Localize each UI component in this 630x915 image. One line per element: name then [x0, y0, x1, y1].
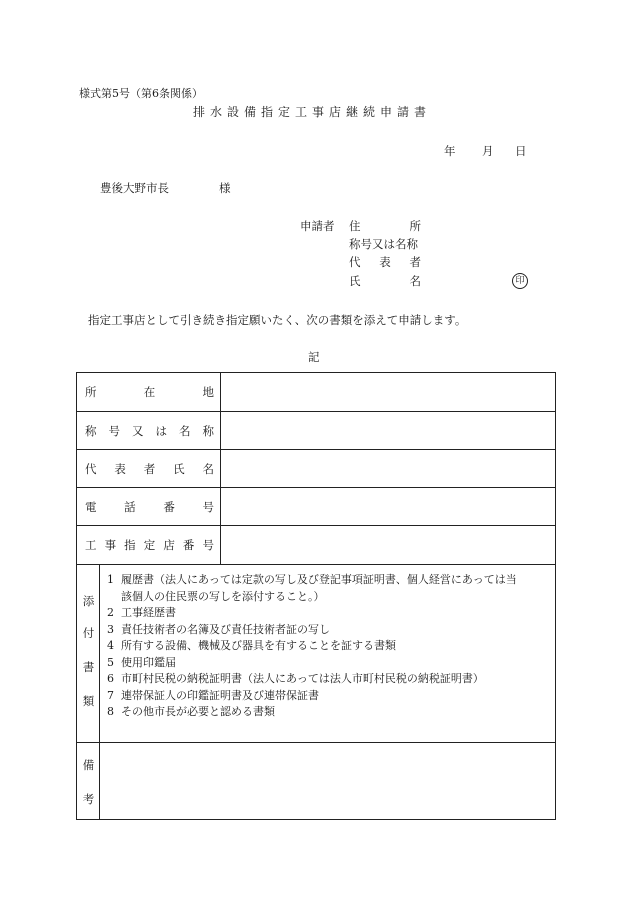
remarks-value-cell[interactable] [100, 743, 555, 819]
contractor-number-label: 工事指定店番号 [85, 538, 214, 552]
attachments-list [107, 572, 549, 721]
trade-name-label: 称号又は名称 [85, 423, 214, 438]
attachment-number: 4 [107, 639, 114, 652]
phone-label: 電話番号 [85, 499, 214, 514]
applicant-representative-label [349, 254, 421, 270]
applicant-address-char: 住 [349, 219, 361, 233]
attachment-text: 市町村民税の納税証明書（法人にあっては法人市町村民税の納税証明書） [121, 672, 484, 685]
seal-mark: 印 [512, 273, 528, 289]
remarks-label-char: 考 [82, 792, 95, 806]
applicant-address-label [349, 218, 421, 234]
row-phone-number [77, 488, 555, 526]
date-year-label: 年 [444, 144, 456, 158]
applicant-rep-char: 者 [409, 255, 421, 269]
row-contractor-number [77, 526, 555, 565]
representative-name-label: 代表者氏名 [85, 461, 214, 476]
date-day-label: 日 [515, 144, 527, 158]
ki-label: 記 [308, 350, 320, 364]
attachment-text: 履歴書（法人にあっては定款の写し及び登記事項証明書、個人経営にあっては当 [121, 573, 517, 586]
attachments-label-char: 書 [82, 660, 95, 674]
contractor-number-value-cell[interactable] [221, 526, 555, 564]
attachment-text: 使用印鑑届 [121, 655, 176, 669]
remarks-label [77, 743, 100, 819]
attachment-item [107, 605, 549, 622]
attachments-label [77, 565, 100, 742]
attachment-item-continuation: 該個人の住民票の写しを添付すること。） [121, 589, 325, 603]
attachment-text: 責任技術者の名簿及び責任技術者証の写し [121, 622, 330, 636]
applicant-trade-name-label [349, 236, 421, 252]
request-statement: 指定工事店として引き続き指定願いたく、次の書類を添えて申請します。 [88, 313, 467, 327]
applicant-person-name-label [349, 273, 421, 289]
attachment-number: 5 [107, 655, 114, 669]
applicant-address-char: 所 [409, 219, 421, 233]
row-attachments [77, 565, 555, 743]
attachments-label-char: 付 [82, 626, 95, 640]
phone-label-cell [77, 488, 221, 525]
attachment-text: 連帯保証人の印鑑証明書及び連帯保証書 [121, 688, 319, 702]
attachment-number: 7 [107, 688, 114, 702]
applicant-label: 申請者 [300, 219, 335, 233]
applicant-rep-char: 代 [349, 255, 361, 269]
attachment-text: 所有する設備、機械及び器具を有することを証する書類 [121, 639, 396, 652]
date-month-label: 月 [482, 144, 494, 158]
trade-name-value-cell[interactable] [221, 412, 555, 449]
addressee-honorific: 様 [219, 181, 231, 195]
form-number: 様式第5号（第6条関係） [79, 87, 203, 100]
attachment-item [107, 671, 549, 688]
location-value-cell[interactable] [221, 373, 555, 411]
attachment-item [107, 572, 549, 589]
attachment-item [107, 704, 549, 721]
attachments-label-char: 添 [82, 594, 95, 608]
attachment-number: 2 [107, 606, 114, 619]
attachment-text: 工事経歴書 [121, 606, 176, 619]
applicant-rep-char: 表 [379, 255, 391, 269]
addressee-name: 豊後大野市長 [100, 181, 169, 195]
row-location [77, 373, 555, 412]
applicant-person-char: 氏 [349, 274, 361, 288]
row-representative-name [77, 450, 555, 488]
attachment-number: 6 [107, 672, 114, 685]
attachment-item [107, 688, 549, 705]
trade-name-label-cell [77, 412, 221, 449]
applicant-trade-name-text: 称号又は名称 [349, 237, 418, 251]
document-title: 排水設備指定工事店継続申請書 [193, 105, 432, 119]
row-trade-name [77, 412, 555, 450]
representative-label-cell [77, 450, 221, 487]
location-label: 所在地 [85, 385, 214, 399]
location-label-cell [77, 373, 221, 411]
attachment-number: 1 [107, 573, 114, 586]
phone-value-cell[interactable] [221, 488, 555, 525]
attachment-text: その他市長が必要と認める書類 [121, 705, 275, 718]
application-table [76, 372, 556, 820]
contractor-number-label-cell [77, 526, 221, 564]
attachment-item [107, 655, 549, 672]
remarks-label-char: 備 [82, 758, 95, 772]
representative-value-cell[interactable] [221, 450, 555, 487]
attachment-item [107, 638, 549, 655]
row-remarks [77, 743, 555, 819]
attachments-label-char: 類 [82, 694, 95, 708]
attachment-number: 3 [107, 622, 114, 636]
attachment-item [107, 622, 549, 639]
applicant-person-char: 名 [409, 274, 421, 288]
attachment-number: 8 [107, 705, 114, 718]
